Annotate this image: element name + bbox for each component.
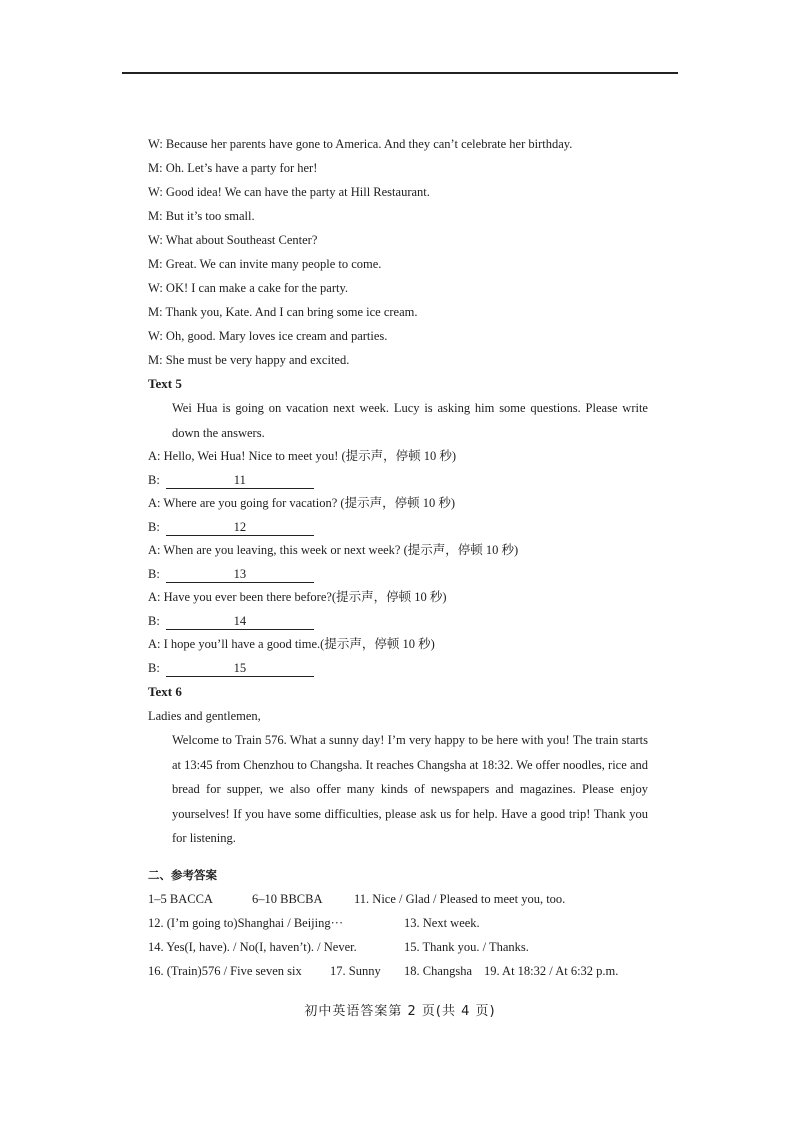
answer-label: B: xyxy=(148,613,160,628)
dialogue-line: M: Great. We can invite many people to come. xyxy=(148,257,382,271)
header-rule xyxy=(122,72,678,74)
answer-label: B: xyxy=(148,660,160,675)
text5-heading: Text 5 xyxy=(148,376,182,391)
answer-key-heading: 二、参考答案 xyxy=(148,867,217,882)
answer-blank-line xyxy=(148,610,648,634)
answer-blank-line xyxy=(148,657,648,681)
answer-blank-15: 15 xyxy=(166,660,314,677)
answer-item: 1–5 BACCA xyxy=(148,891,213,906)
answer-row xyxy=(148,887,648,911)
page-footer: 初中英语答案第 2 页(共 4 页) xyxy=(304,1004,496,1019)
dialogue-line: W: Because her parents have gone to America. And they can’t celebrate her birthday. xyxy=(148,137,573,151)
question-line: A: Hello, Wei Hua! Nice to meet you! (提示声，停顿 10 秒) xyxy=(148,449,457,463)
answer-item: 14. Yes(I, have). / No(I, haven’t). / Never. xyxy=(148,939,357,954)
answer-label: B: xyxy=(148,566,160,581)
answer-blank-13: 13 xyxy=(166,566,314,583)
answer-blank-line xyxy=(148,469,648,493)
answer-row xyxy=(148,935,648,959)
text6-greeting: Ladies and gentlemen, xyxy=(148,709,261,723)
answer-key xyxy=(148,863,648,983)
dialogue-line: M: She must be very happy and excited. xyxy=(148,353,350,367)
answer-label: B: xyxy=(148,472,160,487)
text6-heading: Text 6 xyxy=(148,684,182,699)
text5-intro-text: Wei Hua is going on vacation next week. Lucy is asking him some questions. Please write down the answers. xyxy=(172,401,648,440)
answer-item: 16. (Train)576 / Five seven six xyxy=(148,963,302,978)
text6-body-text: Welcome to Train 576. What a sunny day! I’m very happy to be here with you! The train starts at 13:45 from Chenzhou to Changsha. It reaches Changsha at 18:32. We offer noodles, rice and bread for supper, we also offer many kinds of newspapers and magazines. Please enjoy yourselves! If you have some difficulties, please ask us for help. Have a good trip! Thank you for listening. xyxy=(172,733,648,845)
text6-body xyxy=(148,728,648,851)
answer-item: 6–10 BBCBA xyxy=(252,891,323,906)
page-content xyxy=(148,132,648,983)
dialogue-line: W: OK! I can make a cake for the party. xyxy=(148,281,349,295)
answer-blank-12: 12 xyxy=(166,519,314,536)
dialogue-line: M: Thank you, Kate. And I can bring some ice cream. xyxy=(148,305,418,319)
question-line: A: I hope you’ll have a good time.(提示声，停顿 10 秒) xyxy=(148,637,435,651)
answer-row xyxy=(148,959,648,983)
answer-label: B: xyxy=(148,519,160,534)
dialogue-line: M: But it’s too small. xyxy=(148,209,255,223)
answer-item: 13. Next week. xyxy=(404,915,480,930)
question-line: A: Where are you going for vacation? (提示声，停顿 10 秒) xyxy=(148,496,455,510)
dialogue-line: W: Oh, good. Mary loves ice cream and parties. xyxy=(148,329,388,343)
answer-item: 18. Changsha xyxy=(404,963,473,978)
answer-blank-line xyxy=(148,516,648,540)
answer-blank-11: 11 xyxy=(166,472,314,489)
dialogue-line: M: Oh. Let’s have a party for her! xyxy=(148,161,318,175)
question-line: A: When are you leaving, this week or next week? (提示声，停顿 10 秒) xyxy=(148,543,519,557)
answer-blank-line xyxy=(148,563,648,587)
answer-item: 12. (I’m going to)Shanghai / Beijing··· xyxy=(148,915,344,930)
answer-row xyxy=(148,911,648,935)
text5-intro xyxy=(148,396,648,445)
answer-item: 17. Sunny xyxy=(330,963,381,978)
dialogue-line: W: Good idea! We can have the party at Hill Restaurant. xyxy=(148,185,430,199)
answer-item: 11. Nice / Glad / Pleased to meet you, too. xyxy=(354,891,566,906)
dialogue-line: W: What about Southeast Center? xyxy=(148,233,318,247)
answer-item: 15. Thank you. / Thanks. xyxy=(404,939,529,954)
question-line: A: Have you ever been there before?(提示声，停顿 10 秒) xyxy=(148,590,447,604)
answer-blank-14: 14 xyxy=(166,613,314,630)
answer-item: 19. At 18:32 / At 6:32 p.m. xyxy=(484,963,619,978)
